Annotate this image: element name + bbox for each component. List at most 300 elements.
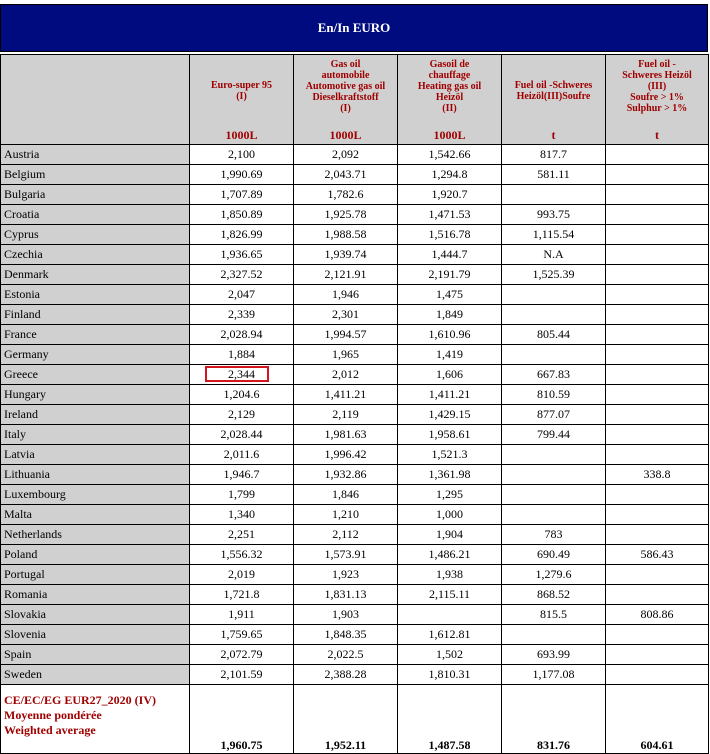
value-cell: [502, 365, 606, 385]
country-cell: Slovenia: [1, 625, 190, 645]
value-cell: [190, 405, 294, 425]
value-cell: [606, 645, 709, 665]
value-cell: [606, 465, 709, 485]
value-cell: [294, 185, 398, 205]
value-cell: [502, 405, 606, 425]
value-text: 2,121.91: [324, 267, 367, 281]
value-text: 1,810.31: [428, 667, 471, 681]
value-cell: [398, 425, 502, 445]
value-cell: [294, 405, 398, 425]
value-cell: [606, 345, 709, 365]
value-text: 1,884: [228, 347, 255, 361]
value-text: 581.11: [537, 167, 570, 181]
value-text: 1,279.6: [535, 567, 572, 581]
value-cell: [606, 365, 709, 385]
value-text: 1,850.89: [220, 207, 263, 221]
value-cell: [294, 545, 398, 565]
value-cell: [398, 245, 502, 265]
value-cell: [502, 485, 606, 505]
value-text: 1,826.99: [220, 227, 263, 241]
value-cell: [190, 325, 294, 345]
fuel-price-table: [0, 54, 709, 754]
value-text: 1,965: [332, 347, 359, 361]
value-cell: [294, 305, 398, 325]
value-cell: [606, 285, 709, 305]
country-cell: Belgium: [1, 165, 190, 185]
table-row: [1, 485, 709, 505]
value-text: 1,521.3: [431, 447, 468, 461]
value-cell: [294, 625, 398, 645]
value-cell: [398, 405, 502, 425]
value-cell: [502, 585, 606, 605]
value-text: 2,100: [228, 147, 255, 161]
value-cell: [502, 145, 606, 165]
value-cell: [606, 505, 709, 525]
country-cell: Croatia: [1, 205, 190, 225]
header-label-line: Gasoil de: [429, 59, 470, 70]
value-text: 2,028.44: [220, 427, 263, 441]
country-cell: France: [1, 325, 190, 345]
header-label-line: Schweres Heizöl: [622, 70, 692, 81]
table-row: [1, 325, 709, 345]
value-cell: [398, 365, 502, 385]
value-cell: [502, 465, 606, 485]
country-cell: Austria: [1, 145, 190, 165]
value-text: 667.83: [537, 367, 570, 381]
value-cell: [190, 505, 294, 525]
value-text: 808.86: [640, 607, 674, 621]
country-cell: Czechia: [1, 245, 190, 265]
country-cell: Luxembourg: [1, 485, 190, 505]
value-cell: [294, 505, 398, 525]
weighted-average-value: 1,952.11: [294, 685, 398, 754]
weighted-average-value: 604.61: [606, 685, 709, 754]
table-row: [1, 645, 709, 665]
value-text: 2,388.28: [324, 667, 367, 681]
value-text: 1,994.57: [324, 327, 367, 341]
value-cell: [294, 485, 398, 505]
table-row: [1, 445, 709, 465]
value-cell: [294, 425, 398, 445]
value-text: 1,606: [436, 367, 463, 381]
country-cell: Poland: [1, 545, 190, 565]
value-text: 1,996.42: [324, 447, 367, 461]
value-cell: [294, 325, 398, 345]
header-label-line: (II): [442, 103, 457, 114]
value-text: 2,251: [228, 527, 255, 541]
value-text: 2,129: [228, 407, 255, 421]
value-cell: [294, 145, 398, 165]
value-cell: [502, 605, 606, 625]
value-cell: [398, 445, 502, 465]
value-text: 1,294.8: [431, 167, 468, 181]
value-text: 1,177.08: [532, 667, 575, 681]
value-text: 799.44: [537, 427, 570, 441]
value-text: 2,344: [228, 367, 255, 381]
value-text: 1,516.78: [428, 227, 471, 241]
value-cell: [398, 665, 502, 685]
country-cell: Finland: [1, 305, 190, 325]
table-row: [1, 225, 709, 245]
value-text: 1,610.96: [428, 327, 471, 341]
value-text: 1,831.13: [324, 587, 367, 601]
footer-label-line: CE/EC/EG EUR27_2020 (IV): [4, 693, 157, 707]
country-cell: Slovakia: [1, 605, 190, 625]
value-cell: [502, 305, 606, 325]
value-cell: [606, 605, 709, 625]
value-text: 338.8: [643, 467, 671, 481]
value-cell: [398, 325, 502, 345]
value-cell: [294, 565, 398, 585]
value-text: 1,932.86: [324, 467, 367, 481]
value-cell: [398, 345, 502, 365]
value-text: 2,012: [332, 367, 359, 381]
value-cell: [606, 665, 709, 685]
value-text: 2,101.59: [220, 667, 263, 681]
value-cell: [606, 265, 709, 285]
value-cell: [606, 325, 709, 345]
value-text: 810.59: [537, 387, 570, 401]
value-cell: [502, 545, 606, 565]
value-cell: [190, 545, 294, 565]
value-text: 1,361.98: [428, 467, 471, 481]
value-cell: [190, 145, 294, 165]
table-row: [1, 425, 709, 445]
table-body: [1, 145, 709, 754]
value-text: 1,573.91: [324, 547, 367, 561]
value-cell: [190, 305, 294, 325]
value-cell: [606, 545, 709, 565]
value-text: 1,486.21: [428, 547, 471, 561]
value-cell: [398, 385, 502, 405]
value-cell: [606, 185, 709, 205]
value-text: 1,721.8: [223, 587, 260, 601]
value-cell: [606, 145, 709, 165]
value-cell: [502, 665, 606, 685]
value-cell: [398, 265, 502, 285]
value-text: 2,339: [228, 307, 255, 321]
value-text: 1,210: [332, 507, 359, 521]
country-cell: Malta: [1, 505, 190, 525]
value-text: 877.07: [537, 407, 570, 421]
value-text: 1,849: [436, 307, 463, 321]
value-cell: [294, 585, 398, 605]
value-text: 1,759.65: [220, 627, 263, 641]
value-text: 690.49: [537, 547, 570, 561]
value-cell: [606, 225, 709, 245]
value-text: 1,411.21: [428, 387, 471, 401]
value-text: 868.52: [537, 587, 570, 601]
weighted-average-label: [1, 685, 190, 754]
value-text: 693.99: [537, 647, 570, 661]
header-empty-cell: [1, 55, 190, 145]
value-text: 2,011.6: [223, 447, 260, 461]
value-text: 1,904: [436, 527, 463, 541]
table-row: [1, 285, 709, 305]
value-text: 1,903: [332, 607, 359, 621]
value-cell: [398, 605, 502, 625]
header-fuel-oil-soufre: Fuel oil -Schweres Heizöl(III)Soufre t: [502, 55, 606, 145]
value-cell: [606, 165, 709, 185]
value-cell: [190, 645, 294, 665]
value-text: 2,112: [332, 527, 359, 541]
value-text: 2,022.5: [327, 647, 364, 661]
value-cell: [502, 525, 606, 545]
country-cell: Spain: [1, 645, 190, 665]
value-cell: [190, 585, 294, 605]
value-cell: [502, 245, 606, 265]
value-cell: [398, 505, 502, 525]
header-label-line: Heizöl(III)Soufre: [516, 91, 591, 102]
value-cell: [190, 265, 294, 285]
value-cell: [190, 385, 294, 405]
country-cell: Italy: [1, 425, 190, 445]
value-cell: [606, 385, 709, 405]
value-cell: [190, 285, 294, 305]
value-cell: [502, 185, 606, 205]
value-cell: [398, 205, 502, 225]
value-text: 2,092: [332, 147, 359, 161]
value-cell: [294, 165, 398, 185]
value-text: 2,019: [228, 567, 255, 581]
value-text: 1,444.7: [431, 247, 468, 261]
value-text: 1,990.69: [220, 167, 263, 181]
value-text: 1,946.7: [223, 467, 260, 481]
value-cell: [398, 645, 502, 665]
value-text: 2,043.71: [324, 167, 367, 181]
table-row: [1, 365, 709, 385]
table-row: [1, 345, 709, 365]
value-cell: [294, 245, 398, 265]
value-cell: [502, 345, 606, 365]
value-text: 1,556.32: [220, 547, 263, 561]
value-cell: [398, 285, 502, 305]
header-label-line: (III): [647, 81, 667, 92]
value-cell: [294, 465, 398, 485]
value-cell: [502, 285, 606, 305]
value-cell: [294, 365, 398, 385]
table-row: [1, 585, 709, 605]
value-text: 993.75: [537, 207, 570, 221]
header-label-line: Dieselkraftstoff: [312, 92, 379, 103]
value-text: 2,301: [332, 307, 359, 321]
table-row: [1, 505, 709, 525]
value-cell: [294, 605, 398, 625]
value-cell: [190, 205, 294, 225]
value-text: 1,475: [436, 287, 463, 301]
value-cell: [190, 445, 294, 465]
value-cell: [502, 505, 606, 525]
value-cell: [190, 525, 294, 545]
value-cell: [606, 245, 709, 265]
header-label-line: Heizöl: [435, 92, 464, 103]
value-cell: [502, 425, 606, 445]
value-text: 1,525.39: [532, 267, 575, 281]
value-text: 1,000: [436, 507, 463, 521]
value-cell: [190, 165, 294, 185]
value-cell: [398, 525, 502, 545]
header-automotive-gas-oil: Gas oil automobile Automotive gas oil Dieselkraftstoff (I) 1000L: [294, 55, 398, 145]
country-cell: Netherlands: [1, 525, 190, 545]
value-cell: [190, 625, 294, 645]
value-text: 1,471.53: [428, 207, 471, 221]
value-text: 1,988.58: [324, 227, 367, 241]
table-row: [1, 305, 709, 325]
value-cell: [502, 385, 606, 405]
value-cell: [606, 485, 709, 505]
value-cell: [606, 405, 709, 425]
value-cell: [606, 625, 709, 645]
value-cell: [502, 565, 606, 585]
value-cell: [398, 145, 502, 165]
value-cell: [294, 665, 398, 685]
value-cell: [294, 285, 398, 305]
table-row: [1, 165, 709, 185]
table-row: [1, 385, 709, 405]
value-text: 2,047: [228, 287, 255, 301]
value-cell: [190, 485, 294, 505]
value-text: 1,936.65: [220, 247, 263, 261]
value-text: 815.5: [540, 607, 567, 621]
country-cell: Estonia: [1, 285, 190, 305]
value-text: 1,707.89: [220, 187, 263, 201]
header-label-line: Fuel oil -: [638, 59, 676, 70]
value-cell: [502, 205, 606, 225]
value-cell: [606, 425, 709, 445]
footer-label-line: Weighted average: [4, 723, 96, 737]
header-label-line: Gas oil: [330, 59, 361, 70]
header-euro-super-95: Euro-super 95 (I) 1000L: [190, 55, 294, 145]
value-cell: [294, 205, 398, 225]
value-text: 783: [544, 527, 563, 541]
value-text: 1,911: [228, 607, 255, 621]
value-cell: [502, 325, 606, 345]
country-cell: Ireland: [1, 405, 190, 425]
value-cell: [398, 305, 502, 325]
header-label-line: Heating gas oil: [417, 81, 482, 92]
weighted-average-value: 1,960.75: [190, 685, 294, 754]
table-row: [1, 185, 709, 205]
table-row: [1, 545, 709, 565]
value-cell: [398, 565, 502, 585]
table-row: [1, 525, 709, 545]
table-row: [1, 625, 709, 645]
header-row: [1, 55, 709, 145]
footer-label-line: Moyenne pondérée: [4, 708, 102, 722]
value-cell: [398, 585, 502, 605]
value-cell: [294, 645, 398, 665]
highlight-box: [205, 366, 269, 382]
table-row: [1, 465, 709, 485]
header-heating-gas-oil: Gasoil de chauffage Heating gas oil Heizöl (II) 1000L: [398, 55, 502, 145]
value-cell: [294, 525, 398, 545]
weighted-average-row: [1, 685, 709, 754]
value-text: 1,204.6: [223, 387, 260, 401]
value-text: 817.7: [540, 147, 567, 161]
value-text: N.A: [543, 247, 564, 261]
value-cell: [190, 465, 294, 485]
country-cell: Lithuania: [1, 465, 190, 485]
table-row: [1, 605, 709, 625]
value-cell: [190, 225, 294, 245]
value-cell: [190, 185, 294, 205]
value-cell: [294, 225, 398, 245]
value-cell: [190, 245, 294, 265]
header-label-line: Soufre > 1%: [630, 92, 684, 103]
value-cell: [502, 225, 606, 245]
value-cell: [502, 265, 606, 285]
value-cell: [294, 445, 398, 465]
value-text: 1,612.81: [428, 627, 471, 641]
header-fuel-oil-sulphur-over-1: Fuel oil - Schweres Heizöl (III) Soufre > 1% Sulphur > 1% t: [606, 55, 709, 145]
value-cell: [398, 165, 502, 185]
value-text: 1,923: [332, 567, 359, 581]
header-label-line: chauffage: [428, 70, 471, 81]
value-cell: [502, 645, 606, 665]
table-row: [1, 665, 709, 685]
value-cell: [294, 265, 398, 285]
country-cell: Sweden: [1, 665, 190, 685]
value-text: 2,119: [332, 407, 359, 421]
value-text: 1,782.6: [327, 187, 364, 201]
value-text: 1,799: [228, 487, 255, 501]
country-cell: Cyprus: [1, 225, 190, 245]
value-text: 1,542.66: [428, 147, 471, 161]
value-text: 1,848.35: [324, 627, 367, 641]
table-row: [1, 145, 709, 165]
value-cell: [190, 665, 294, 685]
country-cell: Hungary: [1, 385, 190, 405]
value-cell: [398, 185, 502, 205]
value-cell: [294, 345, 398, 365]
value-cell: [502, 165, 606, 185]
value-text: 2,072.79: [220, 647, 263, 661]
header-label-line: (I): [340, 103, 351, 114]
country-cell: Latvia: [1, 445, 190, 465]
country-cell: Portugal: [1, 565, 190, 585]
header-label-line: Fuel oil -Schweres: [514, 80, 593, 91]
header-label-line: Sulphur > 1%: [626, 103, 688, 114]
table-row: [1, 405, 709, 425]
value-cell: [502, 625, 606, 645]
value-text: 1,939.74: [324, 247, 367, 261]
country-cell: Bulgaria: [1, 185, 190, 205]
value-cell: [398, 625, 502, 645]
value-text: 1,429.15: [428, 407, 471, 421]
value-text: 1,920.7: [431, 187, 468, 201]
weighted-average-value: 831.76: [502, 685, 606, 754]
table-row: [1, 245, 709, 265]
value-cell: [190, 565, 294, 585]
table-row: [1, 265, 709, 285]
header-label-line: Euro-super 95: [210, 80, 273, 91]
value-text: 1,502: [436, 647, 463, 661]
value-cell: [190, 365, 294, 385]
value-text: 2,191.79: [428, 267, 471, 281]
country-cell: Denmark: [1, 265, 190, 285]
value-text: 2,115.11: [428, 587, 471, 601]
value-text: 1,411.21: [324, 387, 367, 401]
value-cell: [606, 205, 709, 225]
value-text: 1,115.54: [532, 227, 575, 241]
value-cell: [398, 225, 502, 245]
value-cell: [502, 445, 606, 465]
value-cell: [606, 565, 709, 585]
value-cell: [606, 585, 709, 605]
value-text: 1,938: [436, 567, 463, 581]
header-label-line: (I): [236, 91, 247, 102]
value-text: 1,946: [332, 287, 359, 301]
